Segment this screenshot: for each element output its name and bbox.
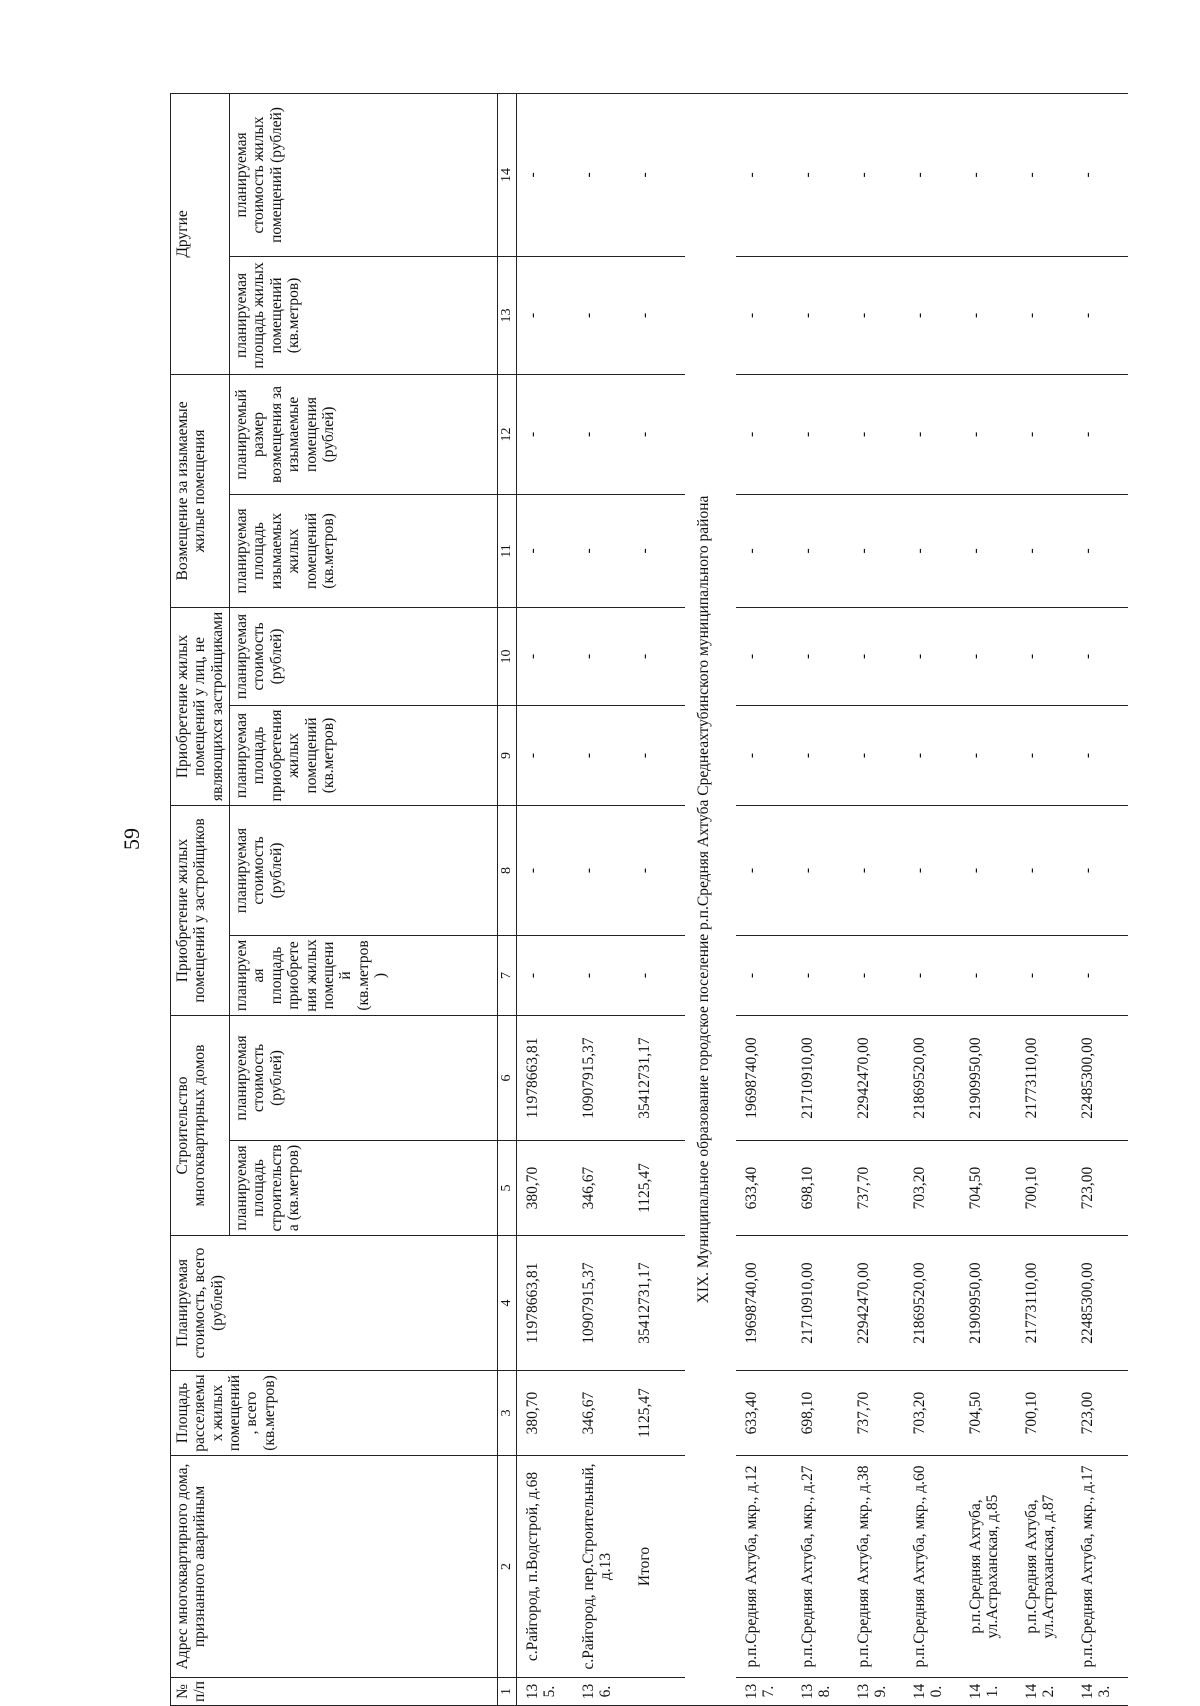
column-number: 8 — [498, 805, 517, 935]
row-purchase-other-cost: - — [736, 607, 792, 705]
header-col7: планируемая площадь приобретения жилых помещений (кв.метров) — [230, 935, 498, 1015]
row-purchase-dev-area: - — [573, 935, 629, 1015]
header-col13: планируемая площадь жилых помещений (кв.метров) — [230, 256, 498, 374]
table-row — [960, 93, 1016, 1705]
header-col6: планируемая стоимость (рублей) — [230, 1015, 498, 1140]
row-purchase-dev-area: - — [516, 935, 573, 1015]
header-col12: планируемый размер возмещения за изымаемые помещения (рублей) — [230, 374, 498, 494]
row-construction-cost: 21773110,00 — [1016, 1015, 1072, 1140]
row-compensation-area: - — [1072, 494, 1128, 607]
row-purchase-other-cost: - — [960, 607, 1016, 705]
row-purchase-dev-cost: - — [516, 805, 573, 935]
table-row — [1016, 93, 1072, 1705]
table-row — [1072, 93, 1128, 1705]
row-number: 136. — [573, 1678, 629, 1706]
row-purchase-dev-cost: - — [1016, 805, 1072, 935]
row-address: р.п.Средняя Ахтуба, мкр., д.12 — [736, 1456, 792, 1678]
column-number: 9 — [498, 705, 517, 805]
row-construction-cost: 11978663,81 — [516, 1015, 573, 1140]
row-other-cost: - — [1016, 93, 1072, 256]
row-other-area: - — [736, 256, 792, 374]
row-purchase-other-cost: - — [629, 607, 685, 705]
row-purchase-other-cost: - — [573, 607, 629, 705]
row-compensation-area: - — [573, 494, 629, 607]
column-number: 6 — [498, 1015, 517, 1140]
column-number: 7 — [498, 935, 517, 1015]
row-cost-total: 35412731,17 — [629, 1236, 685, 1371]
row-purchase-dev-cost: - — [792, 805, 848, 935]
row-compensation-cost: - — [1016, 374, 1072, 494]
row-cost-total: 19698740,00 — [736, 1236, 792, 1371]
row-address: р.п.Средняя Ахтуба, ул.Астраханская, д.87 — [1016, 1456, 1072, 1678]
section-row — [685, 93, 736, 1705]
row-number: 141. — [960, 1678, 1016, 1706]
column-number: 14 — [498, 93, 517, 256]
row-area-total: 346,67 — [573, 1371, 629, 1456]
row-compensation-area: - — [1016, 494, 1072, 607]
row-compensation-area: - — [792, 494, 848, 607]
row-construction-area: 1125,47 — [629, 1141, 685, 1236]
row-compensation-cost: - — [848, 374, 904, 494]
row-compensation-cost: - — [960, 374, 1016, 494]
row-area-total: 1125,47 — [629, 1371, 685, 1456]
header-col5: планируемая площадь строительства (кв.метров) — [230, 1141, 498, 1236]
row-compensation-area: - — [516, 494, 573, 607]
row-purchase-other-area: - — [904, 705, 960, 805]
row-number: 139. — [848, 1678, 904, 1706]
row-compensation-cost: - — [904, 374, 960, 494]
row-purchase-dev-area: - — [736, 935, 792, 1015]
row-purchase-dev-area: - — [792, 935, 848, 1015]
row-compensation-cost: - — [573, 374, 629, 494]
header-col8: планируемая стоимость (рублей) — [230, 805, 498, 935]
row-compensation-area: - — [960, 494, 1016, 607]
rotated-table-container — [170, 94, 1200, 1706]
column-number: 11 — [498, 494, 517, 607]
resettlement-table — [170, 93, 1128, 1706]
table-row — [516, 93, 573, 1705]
row-address: Итого — [629, 1456, 685, 1678]
header-col9: планируемая площадь приобретения жилых помещений (кв.метров) — [230, 705, 498, 805]
header-number: № п/п — [171, 1678, 498, 1706]
row-compensation-cost: - — [1072, 374, 1128, 494]
page-number: 59 — [119, 828, 144, 850]
row-number: 135. — [516, 1678, 573, 1706]
row-construction-area: 737,70 — [848, 1141, 904, 1236]
section-title: XIX. Муниципальное образование городское поселение р.п.Средняя Ахтуба Среднеахтубинского муниципального района — [685, 93, 736, 1705]
row-area-total: 723,00 — [1072, 1371, 1128, 1456]
row-compensation-area: - — [629, 494, 685, 607]
row-other-area: - — [1072, 256, 1128, 374]
header-group-construction: Строительство многоквартирных домов — [171, 1015, 230, 1235]
row-construction-cost: 19698740,00 — [736, 1015, 792, 1140]
row-construction-area: 700,10 — [1016, 1141, 1072, 1236]
row-other-cost: - — [904, 93, 960, 256]
row-other-cost: - — [960, 93, 1016, 256]
row-cost-total: 21710910,00 — [792, 1236, 848, 1371]
table-row — [792, 93, 848, 1705]
row-compensation-cost: - — [629, 374, 685, 494]
row-purchase-other-cost: - — [792, 607, 848, 705]
row-area-total: 698,10 — [792, 1371, 848, 1456]
row-compensation-area: - — [904, 494, 960, 607]
column-number-row — [498, 93, 517, 1705]
row-address: р.п.Средняя Ахтуба, мкр., д.60 — [904, 1456, 960, 1678]
row-construction-area: 703,20 — [904, 1141, 960, 1236]
row-address: р.п.Средняя Ахтуба, ул.Астраханская, д.85 — [960, 1456, 1016, 1678]
row-area-total: 633,40 — [736, 1371, 792, 1456]
row-purchase-dev-area: - — [960, 935, 1016, 1015]
row-number: 143. — [1072, 1678, 1128, 1706]
row-area-total: 737,70 — [848, 1371, 904, 1456]
header-group-purchase-others: Приобретение жилых помещений у лиц, не являющихся застройщиками — [171, 607, 230, 805]
table-row — [736, 93, 792, 1705]
column-number: 10 — [498, 607, 517, 705]
row-purchase-dev-cost: - — [904, 805, 960, 935]
row-number: 140. — [904, 1678, 960, 1706]
table-row — [848, 93, 904, 1705]
header-col11: планируемая площадь изымаемых жилых помещений (кв.метров) — [230, 494, 498, 607]
row-purchase-dev-area: - — [1016, 935, 1072, 1015]
column-number: 12 — [498, 374, 517, 494]
row-purchase-dev-cost: - — [573, 805, 629, 935]
row-purchase-dev-cost: - — [960, 805, 1016, 935]
header-row-groups — [171, 93, 230, 1705]
row-other-area: - — [960, 256, 1016, 374]
row-construction-cost: 21909950,00 — [960, 1015, 1016, 1140]
header-group-compensation: Возмещение за изымаемые жилые помещения — [171, 374, 230, 607]
row-purchase-other-area: - — [736, 705, 792, 805]
row-area-total: 700,10 — [1016, 1371, 1072, 1456]
row-construction-cost: 10907915,37 — [573, 1015, 629, 1140]
row-construction-cost: 22942470,00 — [848, 1015, 904, 1140]
column-number: 13 — [498, 256, 517, 374]
header-group-other: Другие — [171, 93, 230, 374]
row-purchase-other-area: - — [960, 705, 1016, 805]
table-row — [904, 93, 960, 1705]
row-other-cost: - — [792, 93, 848, 256]
row-construction-cost: 35412731,17 — [629, 1015, 685, 1140]
row-other-cost: - — [629, 93, 685, 256]
row-purchase-other-cost: - — [1016, 607, 1072, 705]
row-construction-area: 723,00 — [1072, 1141, 1128, 1236]
row-area-total: 704,50 — [960, 1371, 1016, 1456]
row-cost-total: 11978663,81 — [516, 1236, 573, 1371]
row-other-area: - — [848, 256, 904, 374]
row-purchase-dev-area: - — [904, 935, 960, 1015]
header-group-purchase-developers: Приобретение жилых помещений у застройщиков — [171, 805, 230, 1015]
row-purchase-dev-cost: - — [629, 805, 685, 935]
row-purchase-other-area: - — [848, 705, 904, 805]
header-address: Адрес многоквартирного дома, признанного аварийным — [171, 1456, 498, 1678]
row-other-cost: - — [736, 93, 792, 256]
column-number: 3 — [498, 1371, 517, 1456]
header-col10: планируемая стоимость (рублей) — [230, 607, 498, 705]
row-number: 137. — [736, 1678, 792, 1706]
column-number: 1 — [498, 1678, 517, 1706]
header-cost-total: Планируемая стоимость, всего (рублей) — [171, 1236, 498, 1371]
row-number: 142. — [1016, 1678, 1072, 1706]
row-purchase-dev-area: - — [1072, 935, 1128, 1015]
row-other-area: - — [573, 256, 629, 374]
row-purchase-other-cost: - — [1072, 607, 1128, 705]
row-purchase-dev-area: - — [848, 935, 904, 1015]
row-cost-total: 21869520,00 — [904, 1236, 960, 1371]
row-purchase-other-area: - — [573, 705, 629, 805]
row-construction-cost: 22485300,00 — [1072, 1015, 1128, 1140]
row-other-area: - — [1016, 256, 1072, 374]
row-other-cost: - — [848, 93, 904, 256]
row-construction-area: 346,67 — [573, 1141, 629, 1236]
row-purchase-dev-cost: - — [736, 805, 792, 935]
table-row — [573, 93, 629, 1705]
row-purchase-other-area: - — [516, 705, 573, 805]
row-other-area: - — [516, 256, 573, 374]
row-purchase-other-area: - — [1072, 705, 1128, 805]
row-cost-total: 22485300,00 — [1072, 1236, 1128, 1371]
column-number: 2 — [498, 1456, 517, 1678]
row-purchase-other-cost: - — [516, 607, 573, 705]
row-construction-area: 633,40 — [736, 1141, 792, 1236]
table-body — [516, 93, 1128, 1705]
row-compensation-cost: - — [516, 374, 573, 494]
row-area-total: 380,70 — [516, 1371, 573, 1456]
row-purchase-dev-cost: - — [848, 805, 904, 935]
row-cost-total: 22942470,00 — [848, 1236, 904, 1371]
row-compensation-area: - — [848, 494, 904, 607]
row-address: р.п.Средняя Ахтуба, мкр., д.27 — [792, 1456, 848, 1678]
row-compensation-cost: - — [736, 374, 792, 494]
row-other-cost: - — [1072, 93, 1128, 256]
row-other-area: - — [792, 256, 848, 374]
row-other-cost: - — [573, 93, 629, 256]
row-address: с.Райгород, п.Водстрой, д.68 — [516, 1456, 573, 1678]
row-cost-total: 21773110,00 — [1016, 1236, 1072, 1371]
row-purchase-other-area: - — [792, 705, 848, 805]
row-address: р.п.Средняя Ахтуба, мкр., д.38 — [848, 1456, 904, 1678]
row-address: с.Райгород, пер.Строительный, д.13 — [573, 1456, 629, 1678]
row-cost-total: 21909950,00 — [960, 1236, 1016, 1371]
row-construction-area: 704,50 — [960, 1141, 1016, 1236]
row-purchase-dev-cost: - — [1072, 805, 1128, 935]
row-purchase-dev-area: - — [629, 935, 685, 1015]
row-construction-cost: 21869520,00 — [904, 1015, 960, 1140]
row-other-cost: - — [516, 93, 573, 256]
row-compensation-area: - — [736, 494, 792, 607]
row-compensation-cost: - — [792, 374, 848, 494]
row-purchase-other-cost: - — [904, 607, 960, 705]
row-purchase-other-area: - — [629, 705, 685, 805]
row-number: 138. — [792, 1678, 848, 1706]
row-address: р.п.Средняя Ахтуба, мкр., д.17 — [1072, 1456, 1128, 1678]
row-cost-total: 10907915,37 — [573, 1236, 629, 1371]
column-number: 5 — [498, 1141, 517, 1236]
row-construction-area: 380,70 — [516, 1141, 573, 1236]
header-area-total: Площадь расселяемых жилых помещений, всего (кв.метров) — [171, 1371, 498, 1456]
header-col14: планируемая стоимость жилых помещений (рублей) — [230, 93, 498, 256]
table-row — [629, 93, 685, 1705]
column-number: 4 — [498, 1236, 517, 1371]
row-other-area: - — [904, 256, 960, 374]
row-construction-area: 698,10 — [792, 1141, 848, 1236]
row-construction-cost: 21710910,00 — [792, 1015, 848, 1140]
row-other-area: - — [629, 256, 685, 374]
row-number — [629, 1678, 685, 1706]
row-area-total: 703,20 — [904, 1371, 960, 1456]
row-purchase-other-cost: - — [848, 607, 904, 705]
row-purchase-other-area: - — [1016, 705, 1072, 805]
